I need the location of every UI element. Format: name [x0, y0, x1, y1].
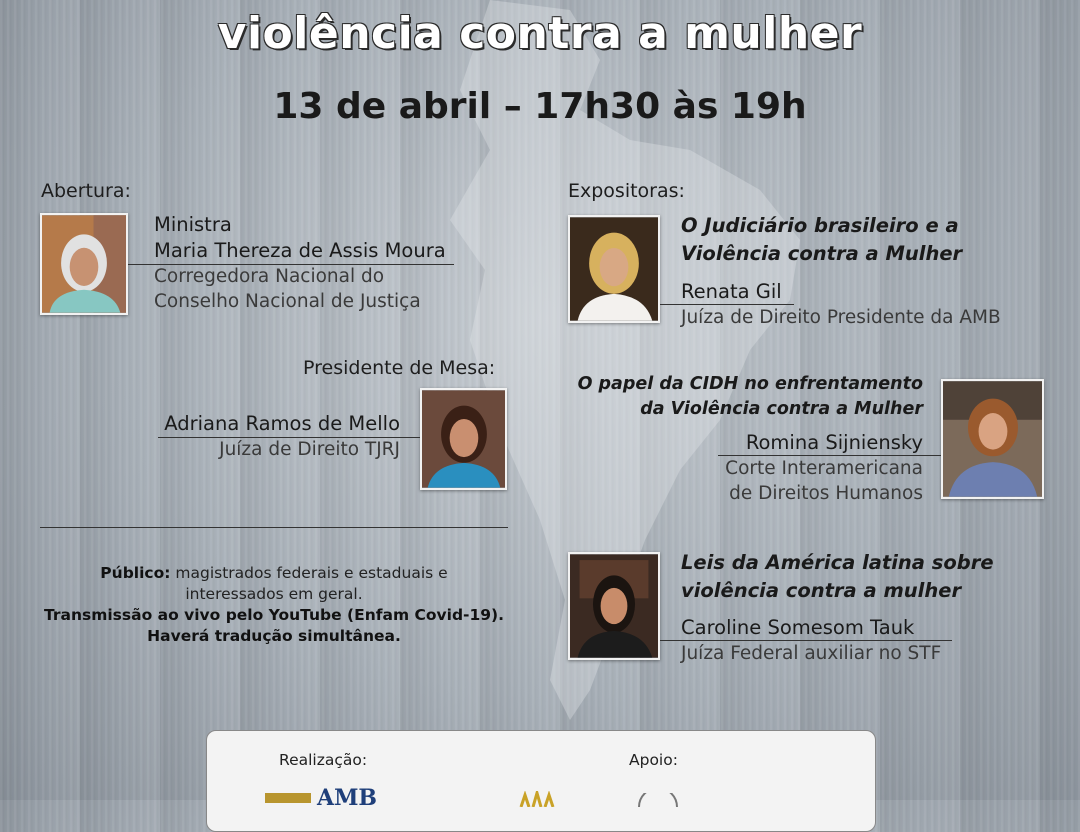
renata-gil-photo — [568, 215, 660, 323]
expositoras-label: Expositoras: — [568, 180, 685, 202]
abertura-role-line1: Corregedora Nacional do — [154, 266, 385, 287]
expositora-3-talk-line1: Leis da América latina sobre — [681, 551, 994, 574]
maria-thereza-photo — [40, 213, 128, 315]
expositora-1-talk-line2: Violência contra a Mulher — [681, 242, 963, 265]
expositora-3-name: Caroline Somesom Tauk — [681, 616, 915, 639]
expositora-1-name: Renata Gil — [681, 280, 782, 303]
presidente-name: Adriana Ramos de Mello — [164, 412, 400, 435]
expositora-3-role: Juíza Federal auxiliar no STF — [681, 643, 942, 664]
abertura-label: Abertura: — [41, 180, 131, 202]
event-title: violência contra a mulher — [217, 8, 863, 59]
expositora-2-talk-line1: O papel da CIDH no enfrentamento — [577, 374, 923, 394]
romina-sijniensky-photo — [941, 379, 1044, 499]
expositora-1-role: Juíza de Direito Presidente da AMB — [681, 307, 1001, 328]
realizacao-label: Realização: — [279, 751, 368, 769]
sponsors-box — [206, 730, 876, 832]
apoio-label: Apoio: — [629, 751, 678, 769]
publico-text-1: magistrados federais e estaduais e — [170, 564, 448, 582]
amb-logo-mark — [265, 793, 311, 803]
expositora-2-name: Romina Sijniensky — [745, 431, 923, 454]
expositora-1-talk-line1: O Judiciário brasileiro e a — [681, 214, 959, 237]
publico-text-2: interessados em geral. — [185, 585, 363, 603]
expositora-3-talk-line2: violência contra a mulher — [681, 579, 962, 602]
traducao-text: Haverá tradução simultânea. — [147, 627, 401, 645]
left-section-divider — [40, 527, 508, 528]
abertura-title: Ministra — [154, 213, 232, 236]
presidente-label: Presidente de Mesa: — [303, 357, 496, 379]
amb-logo-text: AMB — [317, 785, 378, 811]
enfam-logo-mark — [517, 791, 563, 807]
event-date: 13 de abril – 17h30 às 19h — [273, 86, 807, 127]
expositora-2-talk-line2: da Violência contra a Mulher — [640, 399, 923, 419]
expositora-2-role-line2: de Direitos Humanos — [729, 483, 923, 504]
presidente-role: Juíza de Direito TJRJ — [219, 439, 400, 460]
apoio-seal-logo — [635, 793, 681, 807]
public-info — [40, 563, 508, 647]
publico-label: Público: — [100, 564, 171, 582]
caroline-tauk-photo — [568, 552, 660, 660]
abertura-name: Maria Thereza de Assis Moura — [154, 239, 446, 262]
abertura-role-line2: Conselho Nacional de Justiça — [154, 291, 421, 312]
transmissao-text: Transmissão ao vivo pelo YouTube (Enfam Covid-19). — [43, 606, 505, 624]
adriana-photo — [420, 388, 507, 490]
expositora-2-role-line1: Corte Interamericana — [725, 458, 923, 479]
